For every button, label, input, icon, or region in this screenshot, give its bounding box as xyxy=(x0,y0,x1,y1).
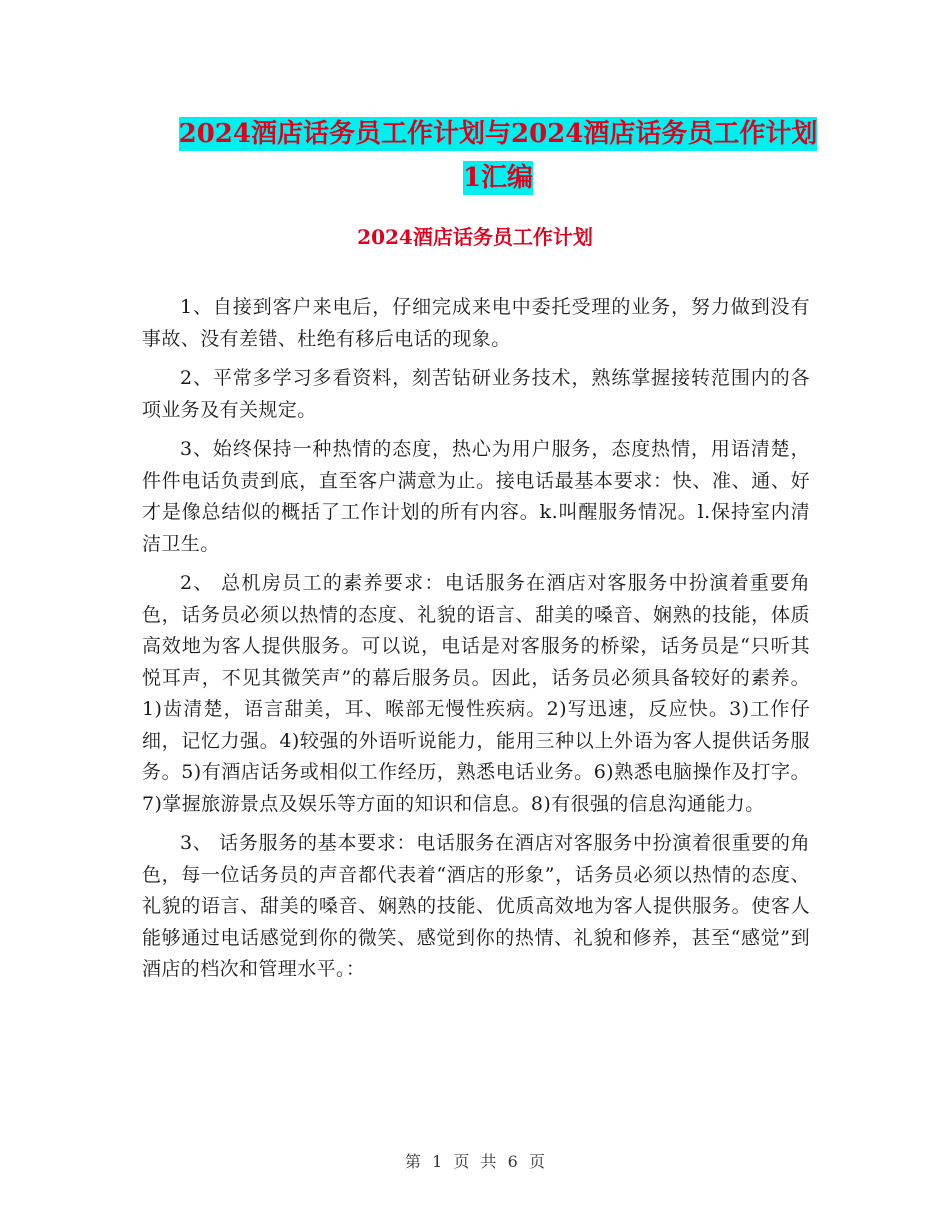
footer-page-prefix: 第 xyxy=(405,1152,422,1171)
document-title xyxy=(0,112,950,200)
paragraph: 1、自接到客户来电后，仔细完成来电中委托受理的业务，努力做到没有事故、没有差错、杜绝有移后电话的现象。 xyxy=(142,296,810,350)
document-body xyxy=(142,292,810,994)
footer-total-prefix: 共 xyxy=(480,1152,497,1171)
footer-total-suffix: 页 xyxy=(528,1152,545,1171)
section-title: 2024酒店话务员工作计划 xyxy=(357,225,593,249)
footer-page-mid: 页 xyxy=(453,1152,470,1171)
paragraph: 2、平常多学习多看资料，刻苦钻研业务技术，熟练掌握接转范围内的各项业务及有关规定。 xyxy=(142,367,810,421)
footer-page-number: 1 xyxy=(432,1152,443,1171)
document-title-line1: 2024酒店话务员工作计划与2024酒店话务员工作计划 xyxy=(178,119,818,149)
footer-total-pages: 6 xyxy=(507,1152,518,1171)
page-footer xyxy=(0,1150,950,1174)
document-title-line2: 1汇编 xyxy=(462,163,534,193)
paragraph: 3、始终保持一种热情的态度，热心为用户服务，态度热情，用语清楚，件件电话负责到底，直至客户满意为止。接电话最基本要求：快、准、通、好才是像总结似的概括了工作计划的所有内容。k.叫醒服务情况。l.保持室内清洁卫生。 xyxy=(142,438,810,555)
paragraph: 3、 话务服务的基本要求：电话服务在酒店对客服务中扮演着很重要的角色，每一位话务员的声音都代表着“酒店的形象”，话务员必须以热情的态度、礼貌的语言、甜美的嗓音、娴熟的技能、优质高效地为客人提供服务。使客人能够通过电话感觉到你的微笑、感觉到你的热情、礼貌和修养，甚至“感觉”到酒店的档次和管理水平。： xyxy=(142,832,810,980)
paragraph: 2、 总机房员工的素养要求：电话服务在酒店对客服务中扮演着重要角色，话务员必须以热情的态度、礼貌的语言、甜美的嗓音、娴熟的技能，体质高效地为客人提供服务。可以说，电话是对客服务的桥梁，话务员是“只听其悦耳声，不见其微笑声”的幕后服务员。因此，话务员必须具备较好的素养。1)齿清楚，语言甜美，耳、喉部无慢性疾病。2)写迅速，反应快。3)工作仔细，记忆力强。4)较强的外语听说能力，能用三种以上外语为客人提供话务服务。5)有酒店话务或相似工作经历，熟悉电话业务。6)熟悉电脑操作及打字。7)掌握旅游景点及娱乐等方面的知识和信息。8)有很强的信息沟通能力。 xyxy=(142,572,810,815)
